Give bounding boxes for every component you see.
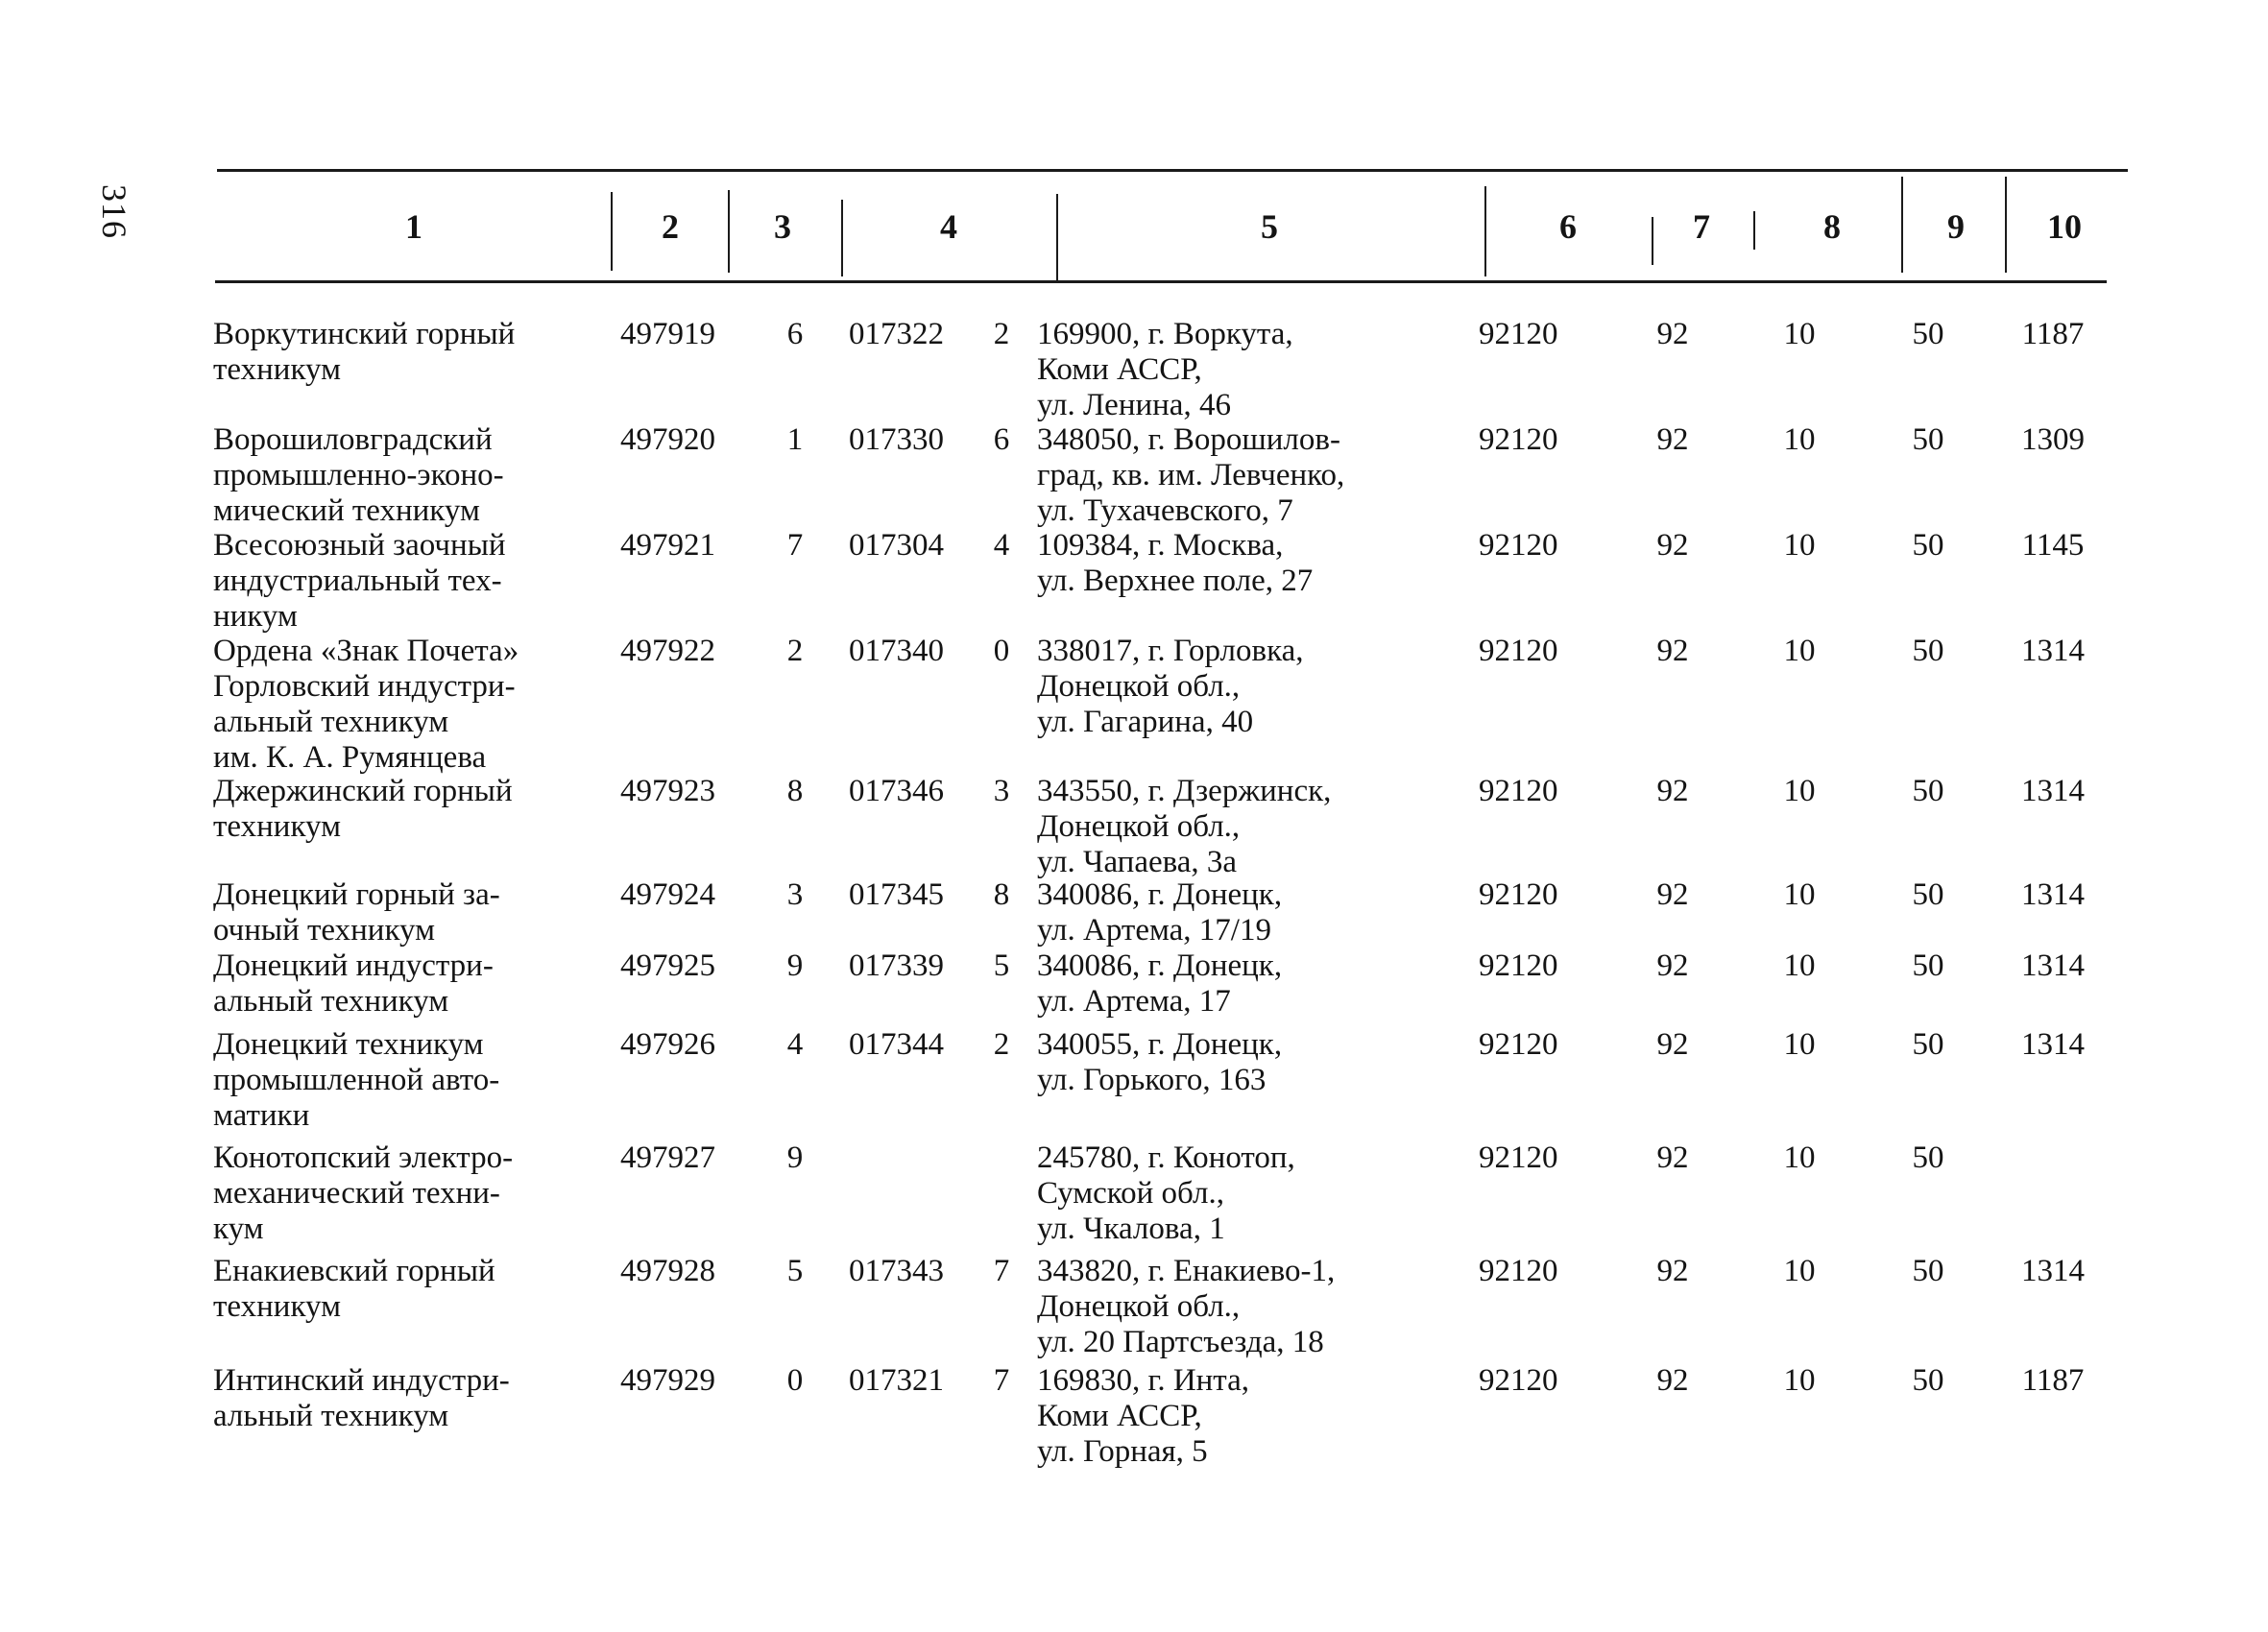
cell-col-3: 5: [786, 1254, 804, 1288]
header-col-2: 2: [662, 207, 679, 246]
table-top-rule: [217, 169, 2128, 172]
cell-col-8: 10: [1783, 317, 1816, 351]
cell-col-2: 497926: [620, 1027, 715, 1062]
cell-col-4-check: 5: [993, 948, 1010, 983]
cell-col-7: 92: [1656, 948, 1689, 983]
cell-col-10: 1314: [2021, 1254, 2085, 1288]
cell-col-4-check: 0: [993, 634, 1010, 668]
cell-col-6: 92120: [1479, 634, 1558, 668]
header-col-4: 4: [940, 207, 957, 246]
cell-col-10: 1314: [2021, 877, 2085, 912]
cell-col-8: 10: [1783, 1140, 1816, 1175]
cell-col-7: 92: [1656, 877, 1689, 912]
cell-col-9: 50: [1912, 1254, 1944, 1288]
cell-col-8: 10: [1783, 528, 1816, 563]
cell-col-10: 1314: [2021, 634, 2085, 668]
cell-col-4: 017322: [849, 317, 944, 351]
header-col-7: 7: [1693, 207, 1710, 246]
cell-col-9: 50: [1912, 877, 1944, 912]
cell-col-7: 92: [1656, 1254, 1689, 1288]
cell-col-3: 9: [786, 1140, 804, 1175]
address: 340086, г. Донецк, ул. Артема, 17/19: [1037, 877, 1283, 948]
header-divider: [1652, 217, 1653, 265]
page-number: 316: [95, 184, 133, 239]
cell-col-9: 50: [1912, 634, 1944, 668]
cell-col-9: 50: [1912, 317, 1944, 351]
cell-col-4: 017304: [849, 528, 944, 563]
cell-col-9: 50: [1912, 1027, 1944, 1062]
cell-col-10: 1187: [2021, 317, 2085, 351]
cell-col-2: 497928: [620, 1254, 715, 1288]
address: 245780, г. Конотоп, Сумской обл., ул. Чкалова, 1: [1037, 1140, 1295, 1246]
cell-col-4: 017339: [849, 948, 944, 983]
cell-col-2: 497925: [620, 948, 715, 983]
cell-col-4: 017345: [849, 877, 944, 912]
cell-col-4-check: 7: [993, 1363, 1010, 1398]
cell-col-3: 6: [786, 317, 804, 351]
cell-col-8: 10: [1783, 948, 1816, 983]
cell-col-6: 92120: [1479, 877, 1558, 912]
header-col-1: 1: [405, 207, 422, 246]
cell-col-3: 4: [786, 1027, 804, 1062]
address: 343820, г. Енакиево-1, Донецкой обл., ул. 20 Партсъезда, 18: [1037, 1254, 1336, 1359]
cell-col-2: 497927: [620, 1140, 715, 1175]
header-divider: [2005, 177, 2007, 273]
cell-col-10: 1187: [2021, 1363, 2085, 1398]
header-divider: [1753, 211, 1755, 250]
cell-col-6: 92120: [1479, 948, 1558, 983]
header-col-8: 8: [1823, 207, 1841, 246]
address: 348050, г. Ворошилов- град, кв. им. Левченко, ул. Тухачевского, 7: [1037, 422, 1345, 528]
cell-col-10: 1314: [2021, 948, 2085, 983]
cell-col-6: 92120: [1479, 1140, 1558, 1175]
cell-col-3: 0: [786, 1363, 804, 1398]
address: 169900, г. Воркута, Коми АССР, ул. Ленина, 46: [1037, 317, 1293, 422]
cell-col-7: 92: [1656, 1363, 1689, 1398]
cell-col-4: 017343: [849, 1254, 944, 1288]
institution-name: Джержинский горный техникум: [213, 774, 513, 844]
header-divider: [1901, 177, 1903, 273]
cell-col-2: 497924: [620, 877, 715, 912]
address: 343550, г. Дзержинск, Донецкой обл., ул. Чапаева, 3а: [1037, 774, 1332, 879]
cell-col-10: 1314: [2021, 1027, 2085, 1062]
cell-col-4: 017340: [849, 634, 944, 668]
cell-col-3: 9: [786, 948, 804, 983]
cell-col-4: 017344: [849, 1027, 944, 1062]
cell-col-8: 10: [1783, 1027, 1816, 1062]
table-header-rule: [215, 280, 2107, 283]
cell-col-3: 8: [786, 774, 804, 808]
cell-col-8: 10: [1783, 877, 1816, 912]
cell-col-9: 50: [1912, 948, 1944, 983]
cell-col-9: 50: [1912, 1363, 1944, 1398]
cell-col-9: 50: [1912, 774, 1944, 808]
institution-name: Донецкий техникум промышленной авто- матики: [213, 1027, 500, 1133]
address: 338017, г. Горловка, Донецкой обл., ул. Гагарина, 40: [1037, 634, 1304, 739]
cell-col-6: 92120: [1479, 317, 1558, 351]
cell-col-10: 1314: [2021, 774, 2085, 808]
header-divider: [1056, 194, 1058, 280]
institution-name: Донецкий индустри- альный техникум: [213, 948, 494, 1019]
cell-col-7: 92: [1656, 528, 1689, 563]
header-col-9: 9: [1947, 207, 1965, 246]
cell-col-3: 1: [786, 422, 804, 457]
institution-name: Енакиевский горный техникум: [213, 1254, 495, 1324]
cell-col-4: 017330: [849, 422, 944, 457]
cell-col-10: 1145: [2021, 528, 2085, 563]
cell-col-4-check: 2: [993, 1027, 1010, 1062]
cell-col-8: 10: [1783, 422, 1816, 457]
institution-name: Ворошиловградский промышленно-эконо- мический техникум: [213, 422, 504, 528]
cell-col-2: 497922: [620, 634, 715, 668]
header-divider: [841, 200, 843, 276]
header-col-5: 5: [1261, 207, 1278, 246]
header-col-3: 3: [774, 207, 791, 246]
institution-name: Ордена «Знак Почета» Горловский индустри- альный техникум им. К. А. Румянцева: [213, 634, 519, 775]
address: 109384, г. Москва, ул. Верхнее поле, 27: [1037, 528, 1314, 598]
cell-col-6: 92120: [1479, 1027, 1558, 1062]
cell-col-4-check: 3: [993, 774, 1010, 808]
institution-name: Интинский индустри- альный техникум: [213, 1363, 510, 1433]
address: 169830, г. Инта, Коми АССР, ул. Горная, 5: [1037, 1363, 1250, 1469]
cell-col-9: 50: [1912, 422, 1944, 457]
table-header: [0, 173, 2268, 280]
cell-col-7: 92: [1656, 1027, 1689, 1062]
cell-col-8: 10: [1783, 774, 1816, 808]
cell-col-8: 10: [1783, 634, 1816, 668]
address: 340055, г. Донецк, ул. Горького, 163: [1037, 1027, 1283, 1097]
cell-col-7: 92: [1656, 634, 1689, 668]
cell-col-2: 497920: [620, 422, 715, 457]
cell-col-4-check: 7: [993, 1254, 1010, 1288]
cell-col-4-check: 4: [993, 528, 1010, 563]
address: 340086, г. Донецк, ул. Артема, 17: [1037, 948, 1283, 1019]
institution-name: Конотопский электро- механический техни- кум: [213, 1140, 514, 1246]
cell-col-2: 497919: [620, 317, 715, 351]
cell-col-6: 92120: [1479, 422, 1558, 457]
cell-col-4-check: 8: [993, 877, 1010, 912]
cell-col-4: 017321: [849, 1363, 944, 1398]
cell-col-4-check: 2: [993, 317, 1010, 351]
header-col-10: 10: [2047, 207, 2082, 246]
header-divider: [611, 192, 613, 271]
header-col-6: 6: [1559, 207, 1577, 246]
cell-col-3: 2: [786, 634, 804, 668]
institution-name: Всесоюзный заочный индустриальный тех- никум: [213, 528, 506, 634]
cell-col-4: 017346: [849, 774, 944, 808]
cell-col-7: 92: [1656, 774, 1689, 808]
cell-col-6: 92120: [1479, 1254, 1558, 1288]
cell-col-8: 10: [1783, 1363, 1816, 1398]
cell-col-9: 50: [1912, 1140, 1944, 1175]
header-divider: [1484, 186, 1486, 276]
cell-col-10: 1309: [2021, 422, 2085, 457]
cell-col-8: 10: [1783, 1254, 1816, 1288]
cell-col-3: 7: [786, 528, 804, 563]
cell-col-4-check: 6: [993, 422, 1010, 457]
cell-col-2: 497929: [620, 1363, 715, 1398]
cell-col-7: 92: [1656, 317, 1689, 351]
cell-col-7: 92: [1656, 422, 1689, 457]
cell-col-3: 3: [786, 877, 804, 912]
cell-col-2: 497923: [620, 774, 715, 808]
cell-col-6: 92120: [1479, 774, 1558, 808]
cell-col-6: 92120: [1479, 528, 1558, 563]
institution-name: Воркутинский горный техникум: [213, 317, 516, 387]
cell-col-9: 50: [1912, 528, 1944, 563]
cell-col-7: 92: [1656, 1140, 1689, 1175]
institution-name: Донецкий горный за- очный техникум: [213, 877, 500, 948]
header-divider: [728, 190, 730, 273]
cell-col-6: 92120: [1479, 1363, 1558, 1398]
cell-col-2: 497921: [620, 528, 715, 563]
